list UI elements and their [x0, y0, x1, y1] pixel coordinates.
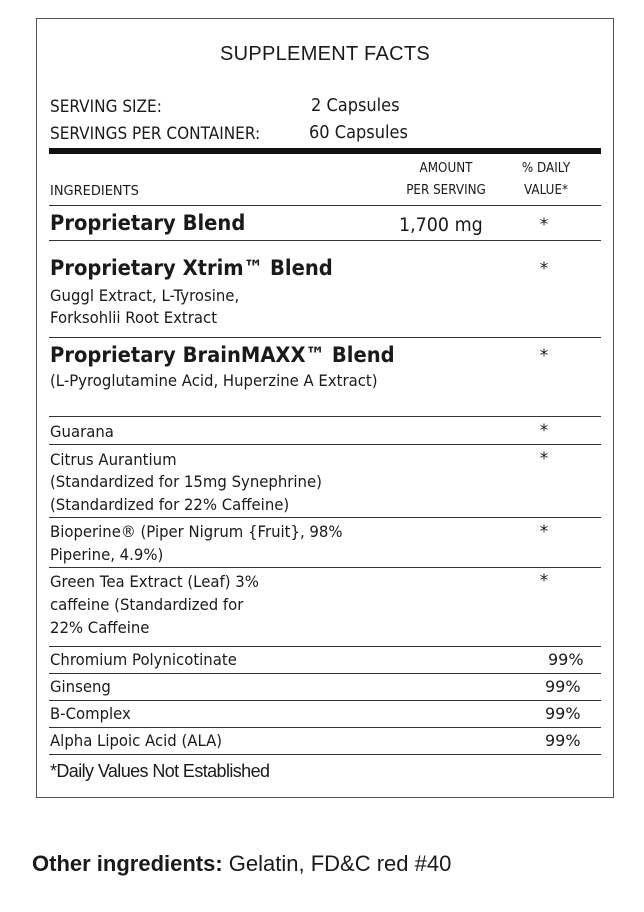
divider: [49, 444, 601, 445]
blend-name: Proprietary Blend: [50, 211, 246, 235]
blend-dv: *: [539, 215, 549, 235]
brainmaxx-blend-dv: *: [539, 346, 549, 366]
ingredients-header: INGREDIENTS: [50, 184, 139, 199]
vitamin-name: Chromium Polynicotinate: [50, 650, 237, 669]
ingredient-detail: 22% Caffeine: [50, 618, 150, 637]
amount-header: [397, 158, 495, 202]
serving-size-value: 2 Capsules: [311, 95, 400, 116]
divider: [49, 205, 601, 206]
other-ingredients: [32, 851, 451, 877]
other-ingredients-value: Gelatin, FD&C red #40: [222, 851, 452, 876]
brainmaxx-blend-name: Proprietary BrainMAXX™ Blend: [50, 343, 395, 367]
ingredient-detail: Piperine, 4.9%): [50, 545, 164, 564]
panel-title: SUPPLEMENT FACTS: [219, 43, 431, 65]
xtrim-blend-dv: *: [539, 259, 549, 279]
divider: [49, 673, 601, 674]
ingredient-detail: (Standardized for 22% Caffeine): [50, 495, 290, 514]
serving-size-label: SERVING SIZE:: [50, 97, 162, 117]
divider: [49, 337, 601, 338]
vitamin-dv: 99%: [545, 704, 581, 723]
vitamin-dv: 99%: [545, 731, 581, 750]
servings-per-container-value: 60 Capsules: [309, 122, 408, 143]
servings-per-container-label: SERVINGS PER CONTAINER:: [50, 124, 261, 144]
divider: [49, 567, 601, 568]
supplement-facts-panel: [36, 18, 614, 798]
ingredient-name: Green Tea Extract (Leaf) 3%: [50, 572, 259, 591]
amount-header-line1: AMOUNT: [419, 161, 473, 176]
ingredient-detail: (Standardized for 15mg Synephrine): [50, 472, 322, 491]
vitamin-name: Ginseng: [50, 677, 111, 696]
divider: [49, 727, 601, 728]
daily-header-line1: % DAILY: [521, 161, 571, 176]
ingredient-dv: *: [539, 421, 549, 441]
ingredient-dv: *: [539, 522, 549, 542]
blend-amount: 1,700 mg: [399, 214, 483, 236]
vitamin-name: B-Complex: [50, 704, 131, 723]
divider: [49, 240, 601, 241]
vitamin-dv: 99%: [548, 650, 584, 669]
xtrim-blend-detail: Guggl Extract, L-Tyrosine,: [50, 286, 240, 305]
divider: [49, 700, 601, 701]
brainmaxx-blend-detail: (L-Pyroglutamine Acid, Huperzine A Extract): [50, 371, 378, 390]
ingredient-dv: *: [539, 571, 549, 591]
other-ingredients-label: Other ingredients:: [32, 851, 223, 876]
ingredient-detail: caffeine (Standardized for: [50, 595, 244, 614]
vitamin-name: Alpha Lipoic Acid (ALA): [50, 731, 223, 750]
ingredient-dv: *: [539, 449, 549, 469]
xtrim-blend-detail: Forksohlii Root Extract: [50, 308, 218, 327]
footnote: *Daily Values Not Established: [50, 761, 270, 781]
amount-header-line2: PER SERVING: [406, 183, 486, 198]
ingredient-name: Bioperine® (Piper Nigrum {Fruit}, 98%: [50, 522, 343, 541]
divider: [49, 754, 601, 755]
divider: [49, 416, 601, 417]
daily-header-line2: VALUE*: [524, 183, 568, 198]
ingredient-name: Guarana: [50, 422, 114, 441]
divider: [49, 646, 601, 647]
divider: [49, 517, 601, 518]
vitamin-dv: 99%: [545, 677, 581, 696]
ingredient-name: Citrus Aurantium: [50, 450, 177, 469]
xtrim-blend-name: Proprietary Xtrim™ Blend: [50, 256, 333, 280]
daily-value-header: [510, 158, 582, 202]
thick-divider: [49, 148, 601, 154]
